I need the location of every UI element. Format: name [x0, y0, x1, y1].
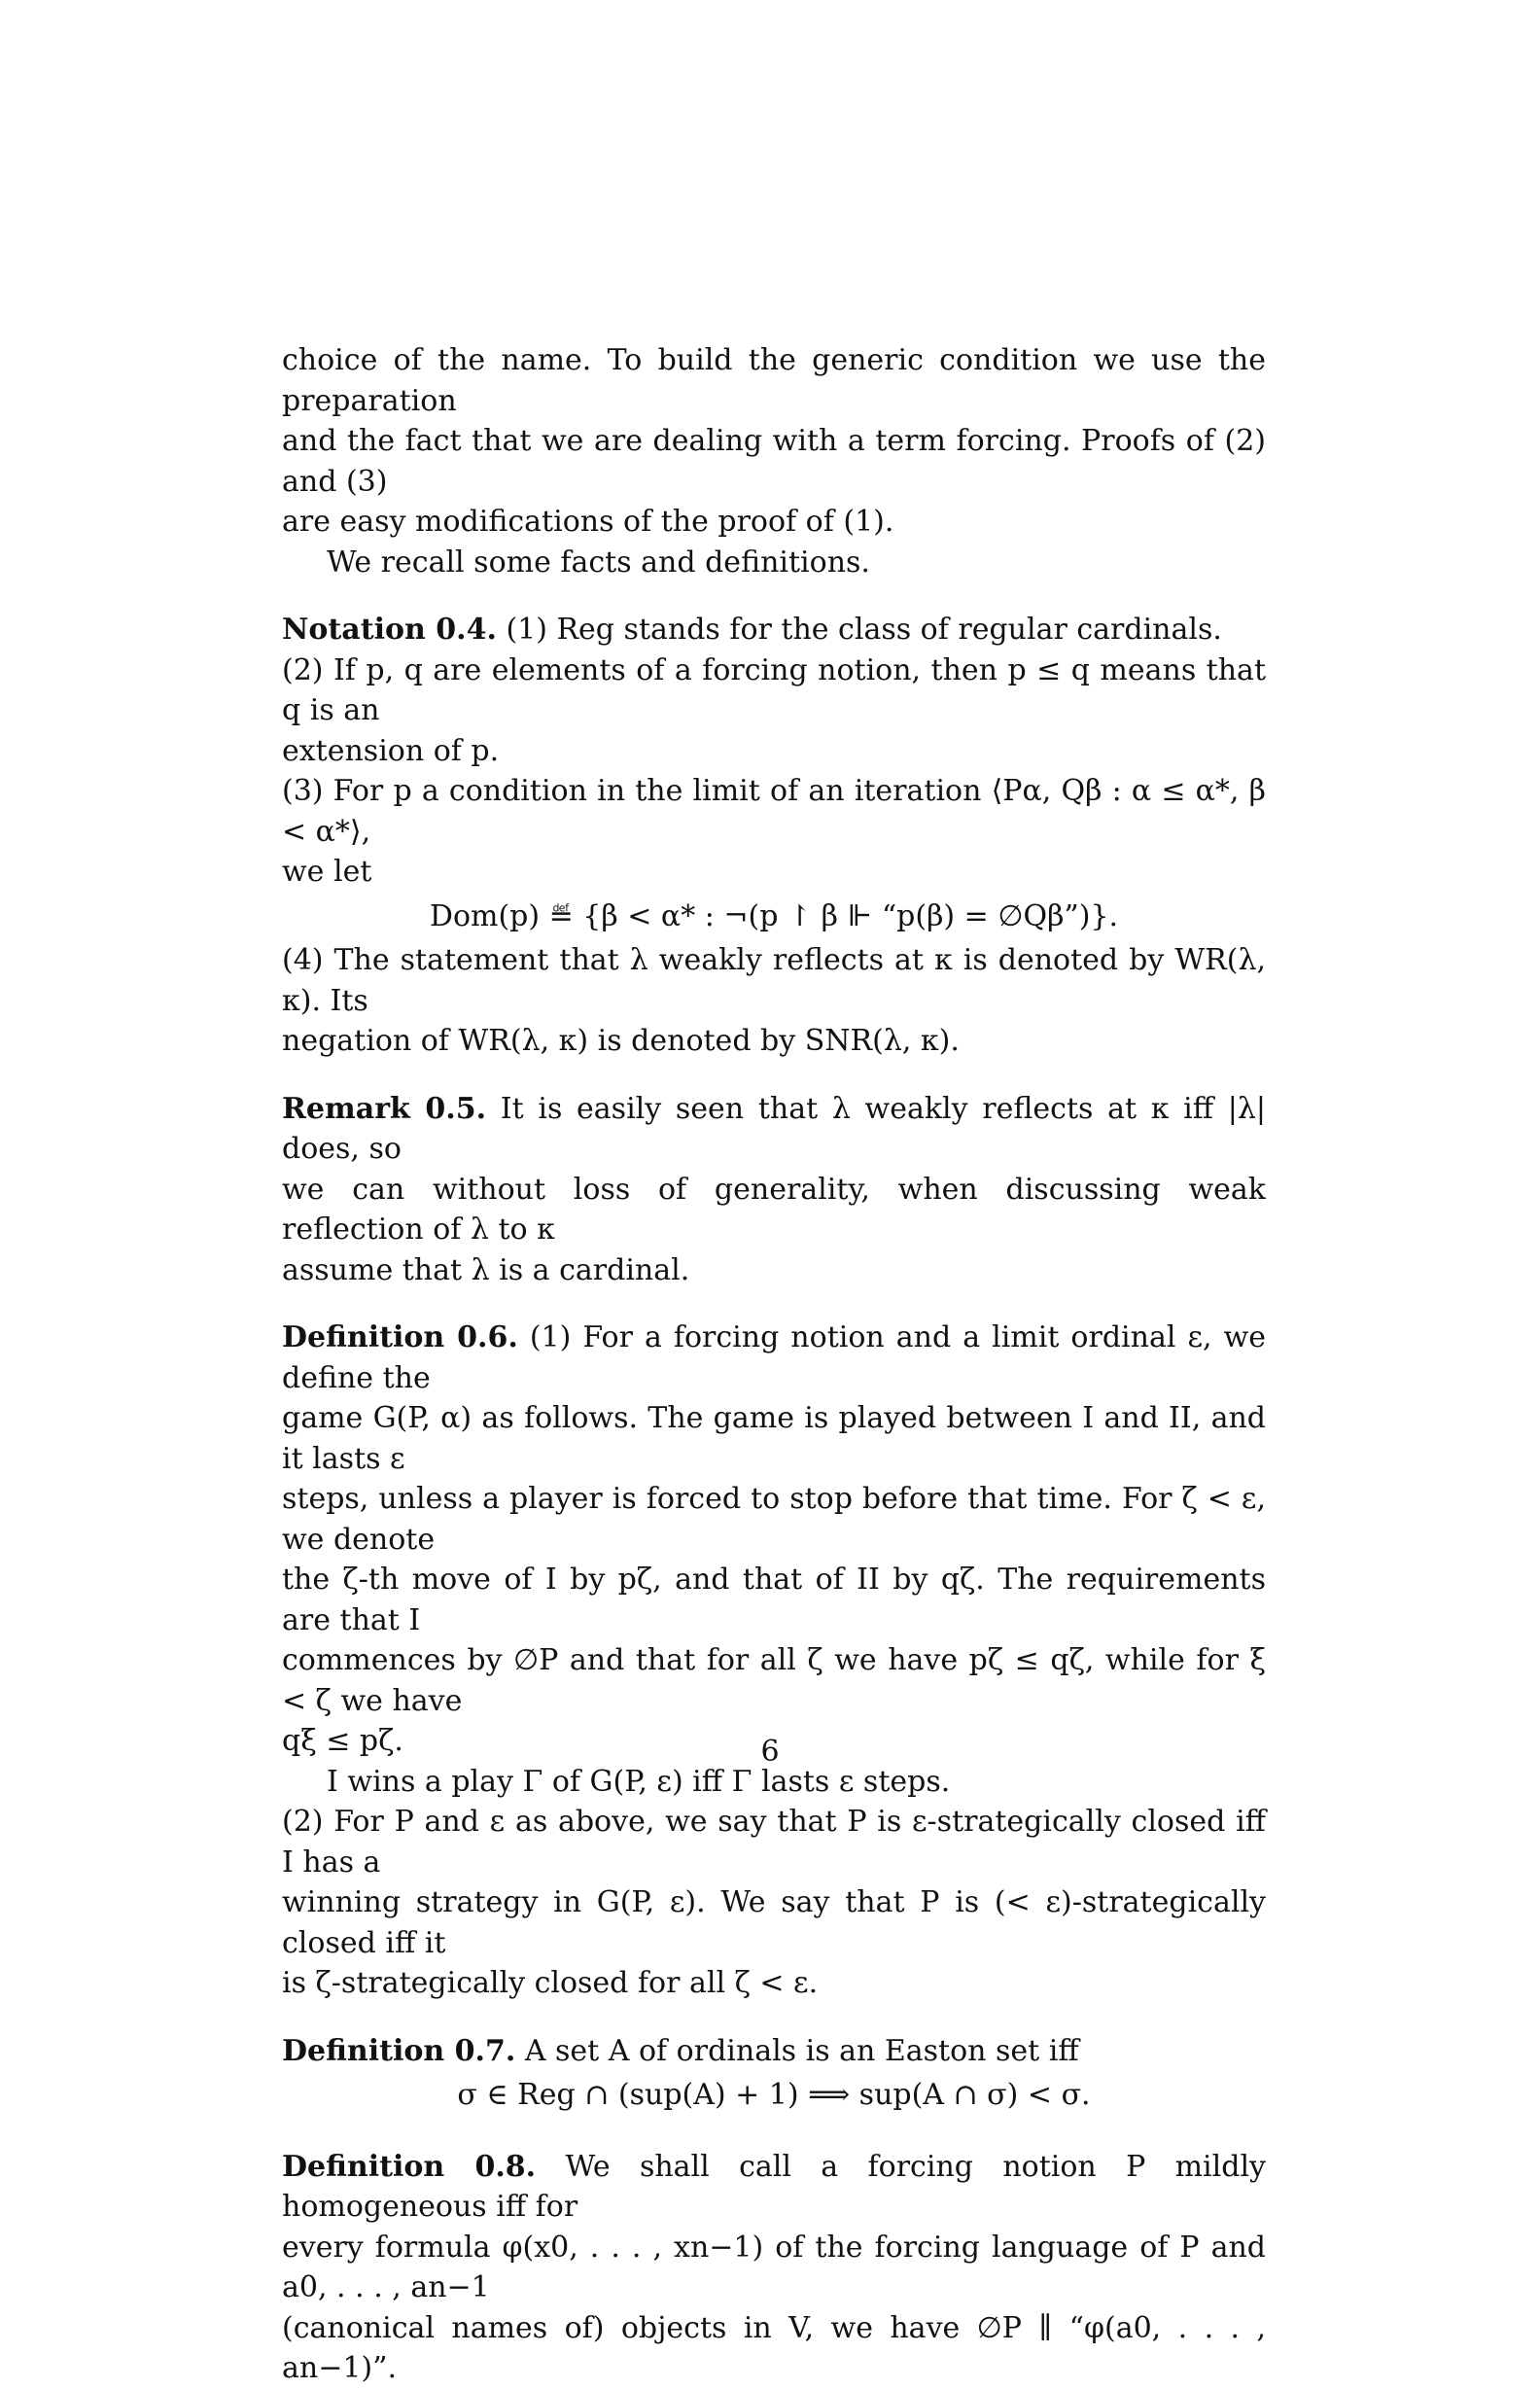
display-formula: σ ∈ Reg ∩ (sup(A) + 1) ⟹ sup(A ∩ σ) < σ.	[457, 2078, 1091, 2112]
notation-heading: Notation 0.4.	[282, 613, 497, 647]
text-line: A set A of ordinals is an Easton set iff	[524, 2033, 1079, 2068]
display-formula: Dom(p) ≝ {β < α* : ¬(p ↾ β ⊩ “p(β) = ∅Qβ”)}.	[429, 898, 1119, 933]
text-line: and the fact that we are dealing with a term forcing. Proofs of (2) and (3)	[282, 424, 1266, 499]
intro-paragraph	[282, 340, 1266, 582]
text-line: negation of WR(λ, κ) is denoted by SNR(λ, κ).	[282, 1024, 960, 1058]
definition-heading: Definition 0.7.	[282, 2033, 516, 2068]
text-line: (2) For P and ε as above, we say that P is ε-strategically closed iff I has a	[282, 1805, 1266, 1880]
text-line: we can without loss of generality, when discussing weak reflection of λ to κ	[282, 1172, 1266, 1247]
text-line: are easy modifications of the proof of (1).	[282, 505, 894, 539]
text-line: (canonical names of) objects in V, we have ∅P ∥ “φ(a0, . . . , an−1)”.	[282, 2310, 1266, 2385]
remark-0-5	[282, 1089, 1266, 1291]
text-line: We shall call a forcing notion P mildly homogeneous iff for	[282, 2149, 1266, 2224]
text-line: is ζ-strategically closed for all ζ < ε.	[282, 1966, 819, 2000]
page-number: 6	[760, 1735, 780, 1769]
text-line: assume that λ is a cardinal.	[282, 1252, 690, 1287]
text-line: commences by ∅P and that for all ζ we have pζ ≤ qζ, while for ξ < ζ we have	[282, 1643, 1266, 1718]
definition-heading: Definition 0.8.	[282, 2149, 537, 2184]
text-line: (1) Reg stands for the class of regular cardinals.	[506, 613, 1222, 647]
text-line: We recall some facts and definitions.	[327, 545, 870, 580]
text-line: (1) For a forcing notion and a limit ordinal ε, we define the	[282, 1320, 1266, 1395]
definition-0-7	[282, 2031, 1266, 2116]
page-body	[282, 340, 1266, 2389]
text-line: steps, unless a player is forced to stop before that time. For ζ < ε, we denote	[282, 1482, 1266, 1557]
text-line: choice of the name. To build the generic condition we use the preparation	[282, 343, 1266, 418]
definition-0-6	[282, 1317, 1266, 2004]
text-line: I wins a play Γ of G(P, ε) iff Γ lasts ε steps.	[327, 1764, 951, 1799]
text-line: extension of p.	[282, 733, 500, 768]
definition-0-8	[282, 2147, 1266, 2389]
text-line: (4) The statement that λ weakly reflects at κ is denoted by WR(λ, κ). Its	[282, 943, 1266, 1018]
text-line: (3) For p a condition in the limit of an iteration ⟨Pα, Qβ : α ≤ α*, β < α*⟩,	[282, 774, 1266, 849]
text-line: winning strategy in G(P, ε). We say that P is (< ε)-strategically closed iff it	[282, 1885, 1266, 1960]
text-line: the ζ-th move of I by pζ, and that of II by qζ. The requirements are that I	[282, 1563, 1266, 1637]
text-line: (2) If p, q are elements of a forcing notion, then p ≤ q means that q is an	[282, 652, 1266, 727]
text-line: we let	[282, 855, 372, 889]
text-line: game G(P, α) as follows. The game is played between I and II, and it lasts ε	[282, 1401, 1266, 1476]
text-line: It is easily seen that λ weakly reflects at κ iff |λ| does, so	[282, 1091, 1266, 1166]
notation-0-4	[282, 610, 1266, 1062]
remark-heading: Remark 0.5.	[282, 1091, 487, 1126]
text-line: qξ ≤ pζ.	[282, 1724, 403, 1758]
definition-heading: Definition 0.6.	[282, 1320, 518, 1354]
text-line: every formula φ(x0, . . . , xn−1) of the forcing language of P and a0, . . . , an−1	[282, 2230, 1266, 2304]
